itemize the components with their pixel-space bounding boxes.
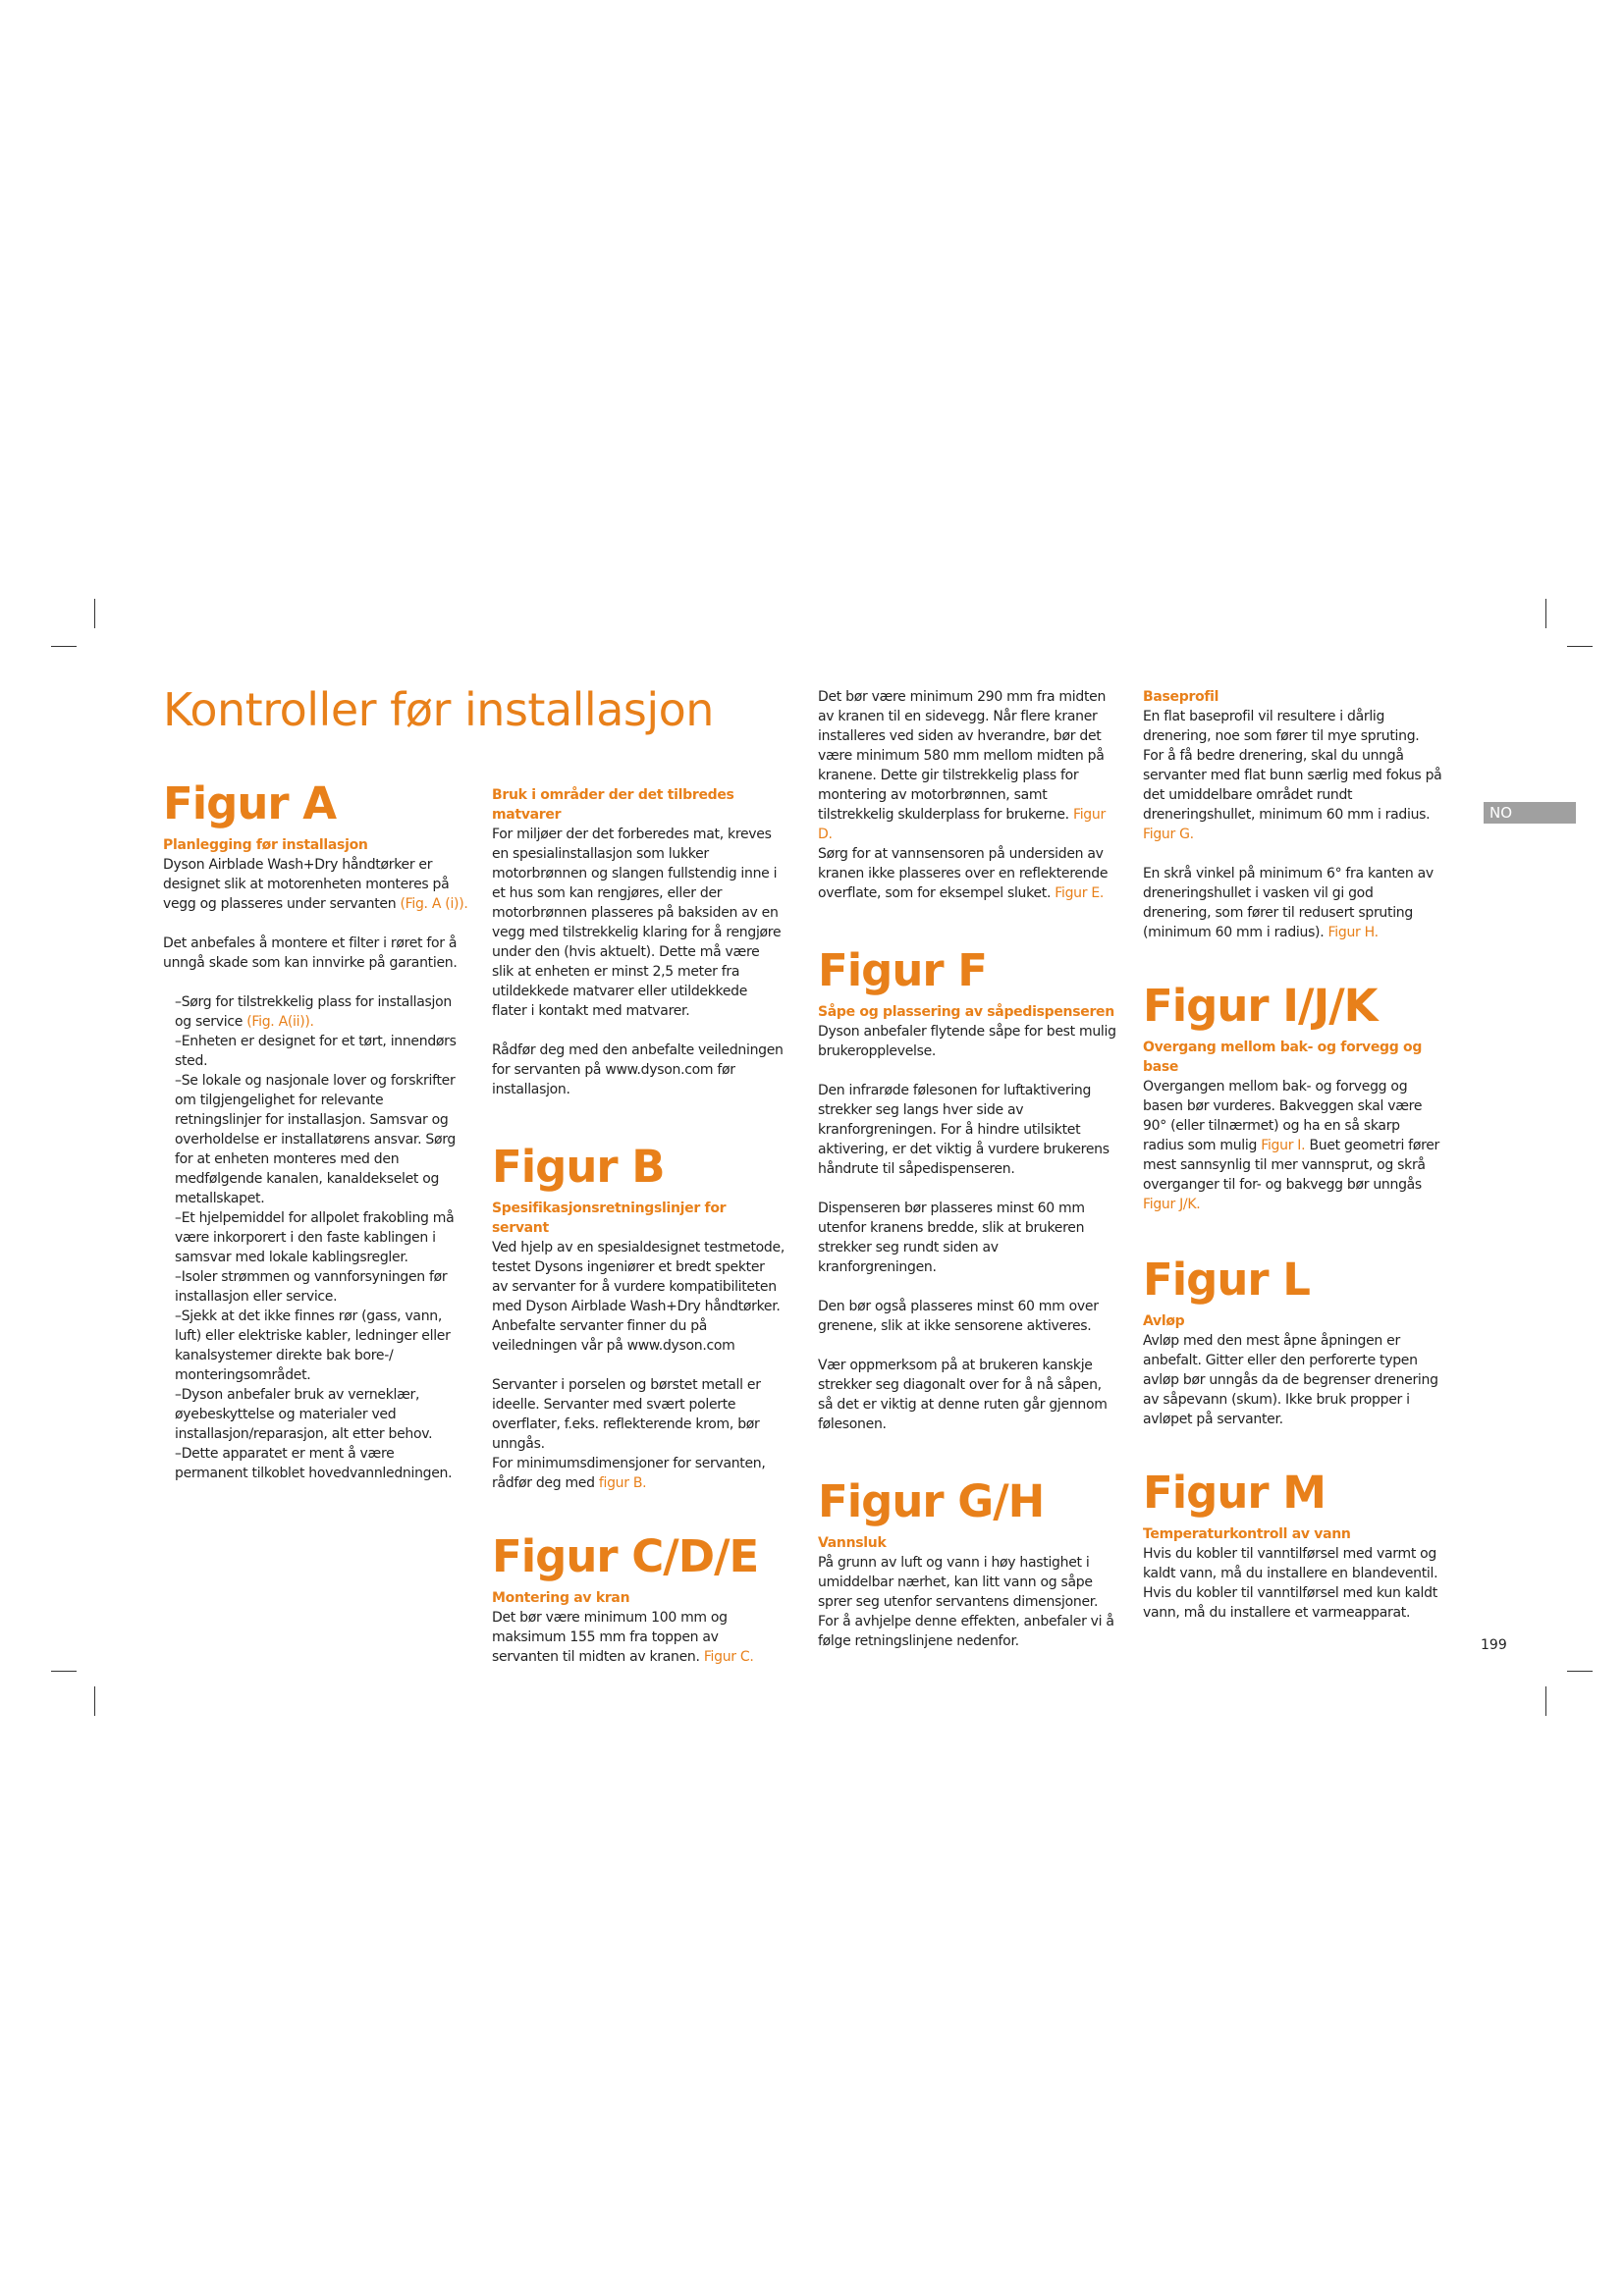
figure-reference: Figur C. (703, 1649, 754, 1665)
figure-m-heading: Figur M (1143, 1467, 1326, 1519)
bullet-list (175, 992, 469, 1483)
paragraph (818, 687, 1120, 844)
figure-gh-subheading: Vannsluk (818, 1535, 887, 1551)
list-item: –Dette apparatet er ment å være permanent tilkoblet hovedvannledningen. (175, 1446, 453, 1481)
paragraph: Den infrarøde følesonen for luftaktivering strekker seg langs hver side av kranforgreningen. For å hindre utilsiktet aktivering, er det viktig å vurdere brukerens håndrute til såpedispenseren. (818, 1083, 1110, 1177)
paragraph (1143, 864, 1442, 942)
page-title: Kontroller før installasjon (163, 683, 714, 736)
paragraph: På grunn av luft og vann i høy hastighet i umiddelbar nærhet, kan litt vann og såpe sprer seg utenfor servantens dimensjoner. For å avhjelpe denne effekten, anbefaler vi å følge retningslinjene nedenfor. (818, 1555, 1114, 1649)
figure-a-heading: Figur A (163, 777, 337, 829)
paragraph: Ved hjelp av en spesialdesignet testmetode, testet Dysons ingeniører et bredt spekter av servanter for å vurdere kompatibiliteten med Dyson Airblade Wash+Dry håndtørker. Anbefalte servanter finner du på veiledningen vår på www.dyson.com (492, 1240, 785, 1354)
figure-cde-heading: Figur C/D/E (492, 1530, 759, 1582)
list-item: –Enheten er designet for et tørt, innendørs sted. (175, 1034, 457, 1069)
column-2 (492, 785, 785, 1667)
text: En flat baseprofil vil resultere i dårlig drenering, noe som fører til mye spruting. For å få bedre drenering, skal du unngå servanter med flat bunn særlig med fokus på det umiddelbare området rundt dreneringshullet, minimum 60 mm i radius. (1143, 709, 1442, 823)
figure-f-heading: Figur F (818, 944, 988, 996)
paragraph: Rådfør deg med den anbefalte veiledningen for servanten på www.dyson.com før installasjon. (492, 1042, 784, 1097)
paragraph: Vær oppmerksom på at brukeren kanskje strekker seg diagonalt over for å nå såpen, så det er viktig at denne ruten går gjennom følesonen. (818, 1358, 1108, 1432)
crop-mark (94, 599, 95, 628)
text: For minimumsdimensjoner for servanten, rådfør deg med (492, 1456, 766, 1491)
figure-reference: Figur I. (1261, 1138, 1306, 1153)
paragraph (492, 1608, 785, 1667)
figure-f-subheading: Såpe og plassering av såpedispenseren (818, 1004, 1114, 1020)
crop-mark (51, 1671, 77, 1672)
crop-mark (1545, 1686, 1546, 1716)
paragraph (1143, 1077, 1442, 1214)
crop-mark (1545, 599, 1546, 628)
list-item: –Dyson anbefaler bruk av verneklær, øyebeskyttelse og materialer ved installasjon/reparasjon, alt etter behov. (175, 1387, 433, 1442)
list-item: –Se lokale og nasjonale lover og forskrifter om tilgjengelighet for relevante retningslinjer for installasjon. Samsvar og overholdelse er installatørens ansvar. Sørg for at enheten monteres med den medfølgende kanalen, kanaldekselet og metallskapet. (175, 1073, 457, 1206)
text: Dyson Airblade Wash+Dry håndtørker er designet slik at motorenheten monteres på vegg og plasseres under servanten (163, 857, 450, 912)
paragraph: Dyson anbefaler flytende såpe for best mulig brukeropplevelse. (818, 1024, 1116, 1059)
paragraph: Dispenseren bør plasseres minst 60 mm utenfor kranens bredde, slik at brukeren strekker seg rundt siden av kranforgreningen. (818, 1201, 1085, 1275)
paragraph: Avløp med den mest åpne åpningen er anbefalt. Gitter eller den perforerte typen avløp bør unngås da de begrenser drenering av såpevann (skum). Ikke bruk propper i avløpet på servanter. (1143, 1333, 1438, 1427)
paragraph: For miljøer der det forberedes mat, kreves en spesialinstallasjon som lukker motorbrønnen og slangen fullstendig inne i et hus som kan rengjøres, eller der motorbrønnen plasseres på baksiden av en vegg med tilstrekkelig klaring for å rengjøre under den (hvis aktuelt). Dette må være slik at enheten er minst 2,5 meter fra utildekkede matvarer eller utildekkede flater i kontakt med matvarer. (492, 827, 782, 1019)
text: –Sørg for tilstrekkelig plass for installasjon og service (175, 994, 452, 1030)
crop-mark (51, 646, 77, 647)
page-number: 199 (1481, 1637, 1507, 1653)
figure-reference: (Fig. A(ii)). (246, 1014, 314, 1030)
figure-reference: Figur J/K. (1143, 1197, 1201, 1212)
figure-reference: Figur E. (1055, 885, 1105, 901)
figure-ijk-subheading: Overgang mellom bak- og forvegg og base (1143, 1040, 1423, 1075)
paragraph (818, 844, 1120, 903)
column-1 (163, 777, 477, 1483)
list-item: –Et hjelpemiddel for allpolet frakobling må være inkorporert i den faste kablingen i samsvar med lokale kablingsregler. (175, 1210, 455, 1265)
food-areas-subheading: Bruk i områder der det tilbredes matvarer (492, 787, 734, 823)
crop-mark (94, 1686, 95, 1716)
figure-reference: Figur D. (818, 807, 1106, 842)
figure-gh-heading: Figur G/H (818, 1475, 1045, 1527)
figure-b-subheading: Spesifikasjonsretningslinjer for servant (492, 1201, 727, 1236)
text: Det bør være minimum 100 mm og maksimum 155 mm fra toppen av servanten til midten av kranen. (492, 1610, 728, 1665)
figure-ijk-heading: Figur I/J/K (1143, 980, 1378, 1032)
figure-reference: figur B. (598, 1475, 647, 1491)
base-profile-subheading: Baseprofil (1143, 689, 1219, 705)
paragraph: Det anbefales å montere et filter i røret for å unngå skade som kan innvirke på garantien. (163, 935, 458, 971)
figure-l-heading: Figur L (1143, 1254, 1310, 1306)
figure-m-subheading: Temperaturkontroll av vann (1143, 1526, 1351, 1542)
text: Sørg for at vannsensoren på undersiden av kranen ikke plasseres over en reflekterende overflate, som for eksempel sluket. (818, 846, 1109, 901)
list-item (175, 992, 469, 1032)
paragraph: Hvis du kobler til vanntilførsel med varmt og kaldt vann, må du installere en blandeventil. Hvis du kobler til vanntilførsel med kun kaldt vann, må du installere et varmeapparat. (1143, 1546, 1438, 1621)
crop-mark (1567, 646, 1593, 647)
paragraph (163, 855, 477, 914)
figure-reference: Figur H. (1327, 925, 1379, 940)
paragraph: Den bør også plasseres minst 60 mm over grenene, slik at ikke sensorene aktiveres. (818, 1299, 1099, 1334)
paragraph (492, 1454, 785, 1493)
list-item: –Sjekk at det ikke finnes rør (gass, vann, luft) eller elektriske kabler, ledninger eller kanalsystemer direkte bak bore-/ monteringsområdet. (175, 1308, 451, 1383)
paragraph: Servanter i porselen og børstet metall er ideelle. Servanter med svært polerte overflater, f.eks. reflekterende krom, bør unngås. (492, 1377, 761, 1452)
paragraph (1143, 707, 1442, 844)
figure-reference: (Fig. A (i)). (400, 896, 468, 912)
column-3 (818, 687, 1120, 1651)
text: Overgangen mellom bak- og forvegg og basen bør vurderes. Bakveggen skal være 90° (eller tilnærmet) og ha en så skarp radius som mulig (1143, 1079, 1423, 1153)
figure-b-heading: Figur B (492, 1141, 665, 1193)
column-4 (1143, 687, 1442, 1623)
figure-reference: Figur G. (1143, 827, 1194, 842)
text: Det bør være minimum 290 mm fra midten av kranen til en sidevegg. Når flere kraner installeres ved siden av hverandre, bør det være minimum 580 mm mellom midten på kranene. Dette gir tilstrekkelig plass for montering av motorbrønnen, samt tilstrekkelig skulderplass for brukerne. (818, 689, 1107, 823)
crop-mark (1567, 1671, 1593, 1672)
figure-l-subheading: Avløp (1143, 1313, 1185, 1329)
list-item: –Isoler strømmen og vannforsyningen før installasjon eller service. (175, 1269, 448, 1305)
text: En skrå vinkel på minimum 6° fra kanten av dreneringshullet i vasken vil gi god drenering, som fører til redusert spruting (minimum 60 mm i radius). (1143, 866, 1434, 940)
figure-a-subheading: Planlegging før installasjon (163, 837, 368, 853)
language-tab: NO (1484, 802, 1576, 824)
figure-cde-subheading: Montering av kran (492, 1590, 630, 1606)
text: Buet geometri fører mest sannsynlig til mer vannsprut, og skrå overganger til for- og bakvegg bør unngås (1143, 1138, 1439, 1193)
